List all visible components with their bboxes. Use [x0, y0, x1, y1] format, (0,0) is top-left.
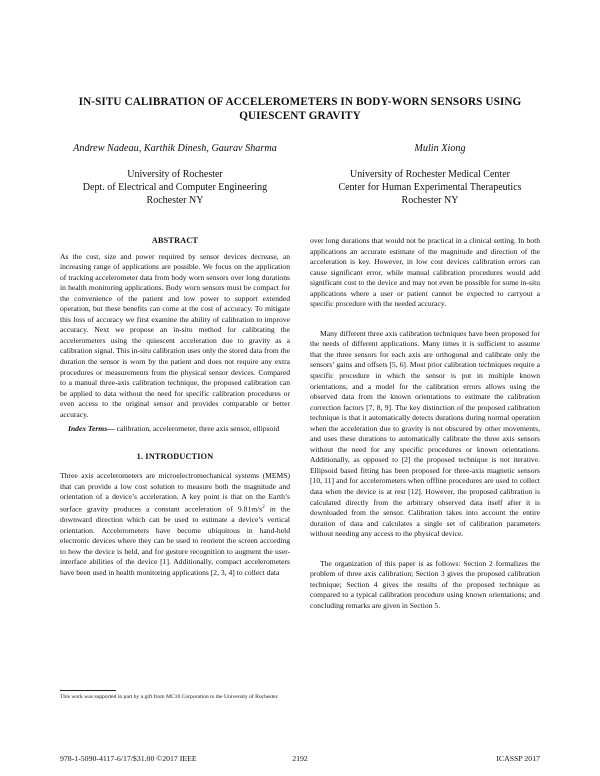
paper-title-line-2: QUIESCENT GRAVITY	[239, 110, 361, 122]
introduction-paragraph	[60, 471, 290, 578]
abstract-body: As the cost, size and power required by sensor devices decrease, an increasing range of applications are possible. We focus on the application of tracking accelerometer data from body worn sensors over long durations in health monitoring applications. Body worn sensors must be compact for the convenience of the patient and low power to support extended operation, but these benefits can come at the cost of accuracy. To mitigate this loss of accuracy we first examine the ability of calibration to improve accuracy. Next we propose an in-situ method for calibrating the accelerometers using the quiescent acceleration due to gravity as a calibration signal. This in-situ calibration uses only the stored data from the duration the sensor is worn by the patient and does not require any extra procedures or measurements from the physical sensor devices. Compared to a manual three-axis calibration technique, the proposed calibration can be applied to data without the need for specific calibration procedures or even access to the original sensor and provides comparable or better accuracy.	[60, 251, 290, 419]
affiliation-line: University of Rochester	[127, 169, 223, 180]
affiliation-right	[315, 168, 545, 207]
affiliation-line: Center for Human Experimental Therapeutics	[338, 182, 522, 193]
paper-title	[60, 95, 540, 123]
footnote-rule	[60, 690, 116, 691]
superscript: 2	[262, 505, 265, 511]
intro-text-part-1: Three axis accelerometers are microelectromechanical systems (MEMS) that can provide a low cost solution to measure both the magnitude and orientation of a device’s acceleration. A key point is that on the Earth’s surface gravity produces a constant acceleration of 9.81m/s	[60, 471, 290, 514]
footnote: This work was supported in part by a gift from MC10 Corporation to the University of Rochester.	[60, 694, 279, 700]
index-terms-text: calibration, accelerometer, three axis sensor, ellipsoid	[114, 424, 280, 434]
affiliation-line: Rochester NY	[401, 195, 459, 206]
footer-conference: ICASSP 2017	[496, 754, 540, 763]
index-terms	[60, 424, 290, 435]
right-column-paragraph-1: over long durations that would not be practical in a clinical setting. In both applications an accurate estimate of the magnitude and direction of the acceleration is key. However, in low cost devices calibration errors can cause significant error, while manual calibration procedures would add significant cost to the device and may not even be possible for some in-situ applications where a user or patient cannot be expected to carryout a specific procedure with the needed accuracy.	[310, 236, 540, 309]
abstract-heading: ABSTRACT	[151, 236, 199, 245]
footer-page-number: 2192	[292, 754, 308, 763]
affiliation-line: Dept. of Electrical and Computer Engineering	[82, 182, 268, 193]
right-column	[310, 236, 540, 612]
paper-title-line-1: IN-SITU CALIBRATION OF ACCELEROMETERS IN BODY-WORN SENSORS USING	[78, 96, 522, 108]
introduction-heading: 1. INTRODUCTION	[136, 451, 214, 461]
left-column	[60, 236, 290, 578]
intro-text-part-2: in the downward direction which can be used to estimate a device’s vertical orientation. Accelerometers have become ubiquitous in hand-held electronic devices where they can be used to reorient the screen according to how the device is held, and for gesture recognition to augment the user-interface abilities of the device [1]. Additionally, compact accelerometers have been used in health monitoring applications [2, 3, 4] to collect data	[60, 504, 291, 577]
right-column-paragraph-3: The organization of this paper is as follows: Section 2 formalizes the problem of three axis calibration; Section 3 gives the proposed calibration technique; Section 4 gives the results of the proposed technique as compared to a typical calibration procedure using known orientations; and concluding remarks are given in Section 5.	[310, 558, 540, 610]
affiliation-line: Rochester NY	[146, 195, 204, 206]
affiliation-left	[40, 168, 310, 207]
right-column-paragraph-2: Many different three axis calibration techniques have been proposed for the needs of different applications. Many times it is sufficient to assume that the three sensors for each axis are orthogonal and calibrate only the sensors’ gains and offsets [5, 6]. Most prior calibration techniques require a specific procedure in which the sensor is put in multiple known orientations, and a model for the calibration errors allows using the observed data from the known orientations to estimate the calibration correction factors [7, 8, 9]. The key distinction of the proposed calibration technique is that it automatically detects durations during normal operation when the acceleration due to gravity is not obscured by other movements, and uses these durations to automatically calibrate the three axis sensors without the need for any specific procedures or known orientations. Additionally, as opposed to [2] the proposed technique is not iterative. Ellipsoid based fitting has been proposed for three-axis magnetic sensors [10, 11] and for accelerometers when offline procedures are used to collect data when the device is at rest [12]. However, the proposed calibration is calculated directly from the arbitrary observed data itself after it is downloaded from the sensor. Calibration takes into account the entire duration of data and calculates a single set of calibration parameters without needing any access to the physical device.	[310, 328, 540, 539]
footer-copyright: 978-1-5090-4117-6/17/$31.00 ©2017 IEEE	[60, 754, 197, 763]
index-terms-label: Index Terms—	[68, 424, 115, 434]
affiliation-line: University of Rochester Medical Center	[350, 169, 510, 180]
author-names-left: Andrew Nadeau, Karthik Dinesh, Gaurav Sharma	[73, 143, 277, 154]
author-names-right: Mulin Xiong	[414, 143, 466, 154]
